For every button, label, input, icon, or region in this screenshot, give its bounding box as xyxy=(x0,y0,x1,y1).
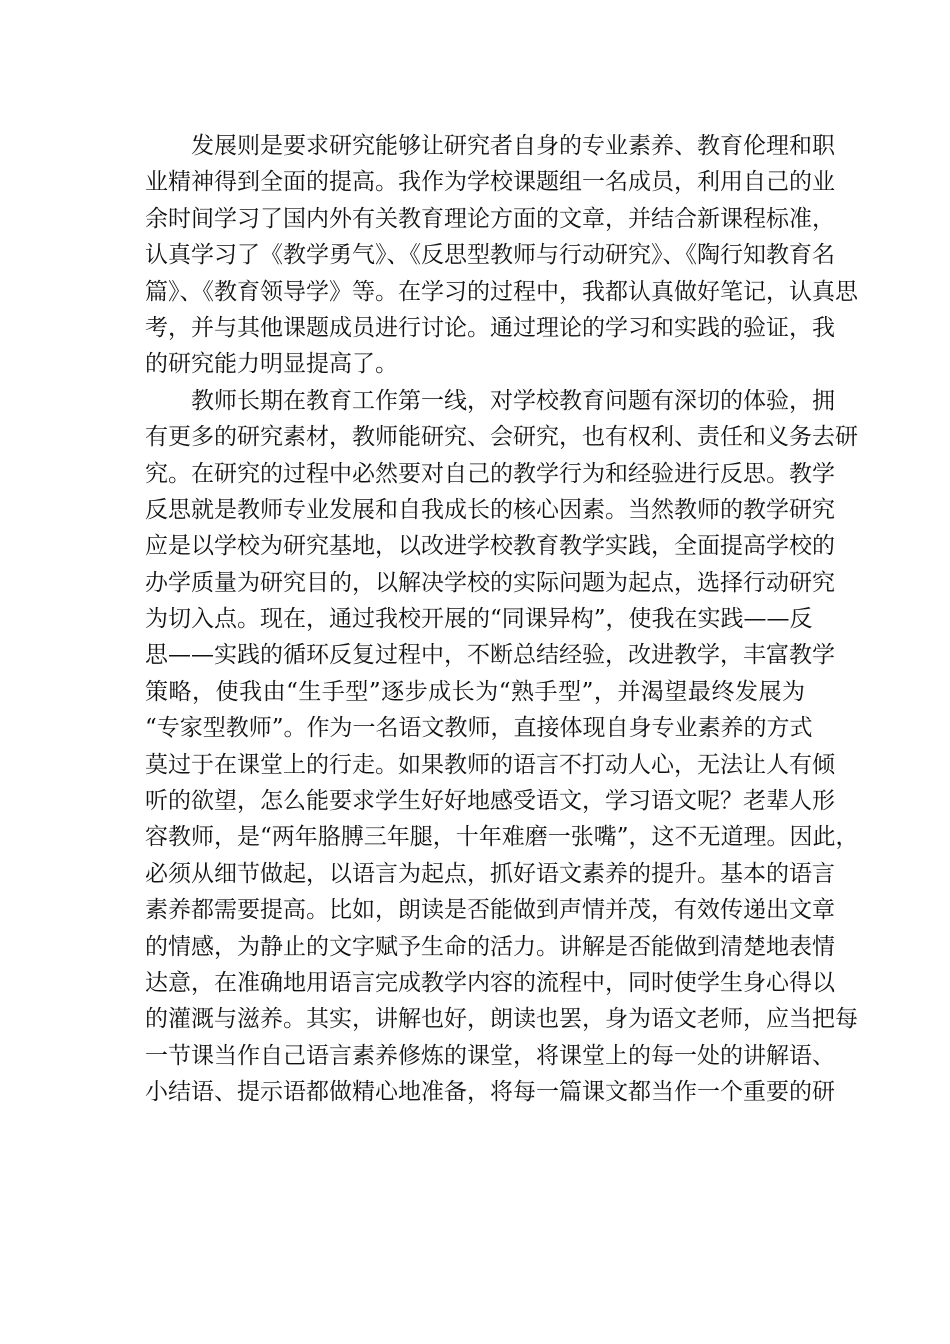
text-line: 考，并与其他课题成员进行讨论。通过理论的学习和实践的验证，我 xyxy=(145,314,835,341)
text-line: 的灌溉与滋养。其实，讲解也好，朗读也罢，身为语文老师，应当把每 xyxy=(145,1006,858,1033)
text-line: 业精神得到全面的提高。我作为学校课题组一名成员，利用自己的业 xyxy=(145,169,835,196)
text-line: 必须从细节做起，以语言为起点，抓好语文素养的提升。基本的语言 xyxy=(145,860,835,887)
text-line: 的情感，为静止的文字赋予生命的活力。讲解是否能做到清楚地表情 xyxy=(145,933,835,960)
document-body xyxy=(145,128,859,1111)
text-line: 策略，使我由“生手型”逐步成长为“熟手型”，并渴望最终发展为 xyxy=(145,678,805,705)
text-line: 余时间学习了国内外有关教育理论方面的文章，并结合新课程标准， xyxy=(145,205,835,232)
text-line: 莫过于在课堂上的行走。如果教师的语言不打动人心，无法让人有倾 xyxy=(145,751,835,778)
text-line: 达意，在准确地用语言完成教学内容的流程中，同时使学生身心得以 xyxy=(145,969,835,996)
text-line: 的研究能力明显提高了。 xyxy=(145,351,398,378)
text-line: 反思就是教师专业发展和自我成长的核心因素。当然教师的教学研究 xyxy=(145,496,835,523)
text-line: 有更多的研究素材，教师能研究、会研究，也有权利、责任和义务去研 xyxy=(145,424,858,451)
text-line: 教师长期在教育工作第一线，对学校教育问题有深切的体验，拥 xyxy=(191,387,835,414)
text-line: 篇》、《教育领导学》等。在学习的过程中，我都认真做好笔记，认真思 xyxy=(145,278,858,305)
text-line: 究。在研究的过程中必然要对自己的教学行为和经验进行反思。教学 xyxy=(145,460,835,487)
text-line: “专家型教师”。作为一名语文教师，直接体现自身专业素养的方式 xyxy=(145,715,813,742)
text-line: 听的欲望，怎么能要求学生好好地感受语文，学习语文呢？老辈人形 xyxy=(145,788,835,815)
text-line: 应是以学校为研究基地，以改进学校教育教学实践，全面提高学校的 xyxy=(145,533,835,560)
text-line: 容教师，是“两年胳膊三年腿，十年难磨一张嘴”，这不无道理。因此， xyxy=(145,824,859,851)
text-line: 发展则是要求研究能够让研究者自身的专业素养、教育伦理和职 xyxy=(191,133,835,159)
paragraph-2 xyxy=(145,383,859,1111)
text-line: 办学质量为研究目的，以解决学校的实际问题为起点，选择行动研究 xyxy=(145,569,835,596)
paragraph-1 xyxy=(145,128,858,383)
text-line: 一节课当作自己语言素养修炼的课堂，将课堂上的每一处的讲解语、 xyxy=(145,1042,835,1069)
text-line: 认真学习了《教学勇气》、《反思型教师与行动研究》、《陶行知教育名 xyxy=(145,242,835,269)
text-line: 小结语、提示语都做精心地准备，将每一篇课文都当作一个重要的研 xyxy=(145,1079,835,1106)
text-line: 思——实践的循环反复过程中，不断总结经验，改进教学，丰富教学 xyxy=(145,642,835,669)
text-line: 素养都需要提高。比如，朗读是否能做到声情并茂，有效传递出文章 xyxy=(145,897,835,924)
text-line: 为切入点。现在，通过我校开展的“同课异构”，使我在实践——反 xyxy=(145,606,813,633)
